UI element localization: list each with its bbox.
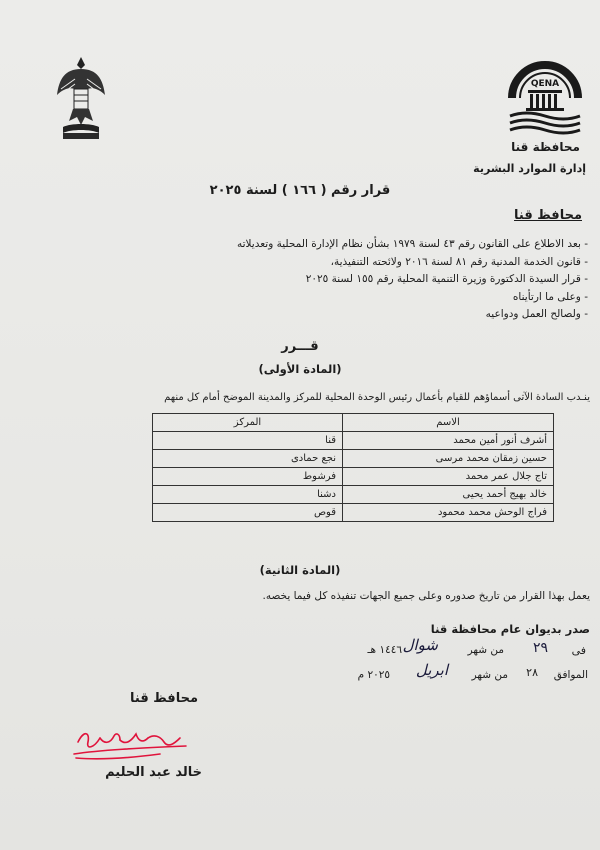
department-name: إدارة الموارد البشرية [473,162,586,175]
column-header-name: الاسم [343,414,554,432]
signatory-name: خالد عبد الحليم [105,765,202,780]
preamble-item: - بعد الاطلاع على القانون رقم ٤٣ لسنة ١٩٧٩ بشأن نظام الإدارة المحلية وتعديلاته [236,238,588,250]
preamble-list [188,236,588,324]
decided-heading: قـــرر [281,339,319,354]
governorate-name: محافظة قنا [511,140,580,154]
issued-at-line: صدر بديوان عام محافظة قنا [430,622,590,636]
assignment-table [152,413,554,522]
cell-name: أشرف أنور أمين محمد [343,432,554,450]
article-2-heading: (المادة الثانية) [259,563,341,577]
cell-name: تاج جلال عمر محمد [343,468,554,486]
svg-text:QENA: QENA [530,79,560,89]
decision-title: قرار رقم ( ١٦٦ ) لسنة ٢٠٢٥ [209,183,391,198]
hijri-day: ٢٩ [532,640,548,656]
hijri-month-label: من شهر [467,644,504,656]
gregorian-day: ٢٨ [526,666,538,679]
cell-center: قوص [153,504,343,522]
table-row [153,468,554,486]
governor-heading: محافظ قنا [514,208,582,223]
gregorian-label: الموافق [553,669,588,681]
article-1-heading: (المادة الأولى) [258,362,342,376]
gregorian-month-label: من شهر [471,669,508,681]
cell-name: خالد بهيج أحمد يحيى [343,486,554,504]
hijri-year: ١٤٤٦ هـ [367,644,402,656]
preamble-item: - وعلى ما ارتأيناه [512,290,588,303]
qena-governorate-logo-icon [506,58,584,138]
table-row [153,432,554,450]
preamble-item: - قرار السيدة الدكتورة وزيرة التنمية المحلية رقم ١٥٥ لسنة ٢٠٢٥ [305,273,588,285]
hijri-month: شوال [402,636,438,654]
table-header-row [153,414,554,432]
article-2-text: يعمل بهذا القرار من تاريخ صدوره وعلى جميع الجهات تنفيذه كل فيما يخصه. [262,590,590,602]
column-header-center: المركز [153,414,343,432]
cell-center: قنا [153,432,343,450]
signatory-title: محافظ قنا [130,691,198,706]
egypt-eagle-emblem-icon [55,55,107,143]
cell-name: حسين زمقان محمد مرسى [343,450,554,468]
cell-center: دشنا [153,486,343,504]
cell-name: فراج الوحش محمد محمود [343,504,554,522]
table-row [153,450,554,468]
preamble-item: - ولصالح العمل ودواعيه [485,308,588,320]
gregorian-year: ٢٠٢٥ م [357,669,390,681]
preamble-item: - قانون الخدمة المدنية رقم ٨١ لسنة ٢٠١٦ ولائحته التنفيذية، [330,255,588,268]
table-row [153,504,554,522]
cell-center: نجع حمادى [153,450,343,468]
table-row [153,486,554,504]
article-1-text: ينـدب السادة الآتى أسماؤهم للقيام بأعمال رئيس الوحدة المحلية للمركز والمدينة الموضح أمام كل منهم [164,392,590,403]
gregorian-month: ابريل [415,661,448,679]
cell-center: فرشوط [153,468,343,486]
handwritten-signature [70,720,190,765]
date-fi-label: فى [571,644,586,657]
